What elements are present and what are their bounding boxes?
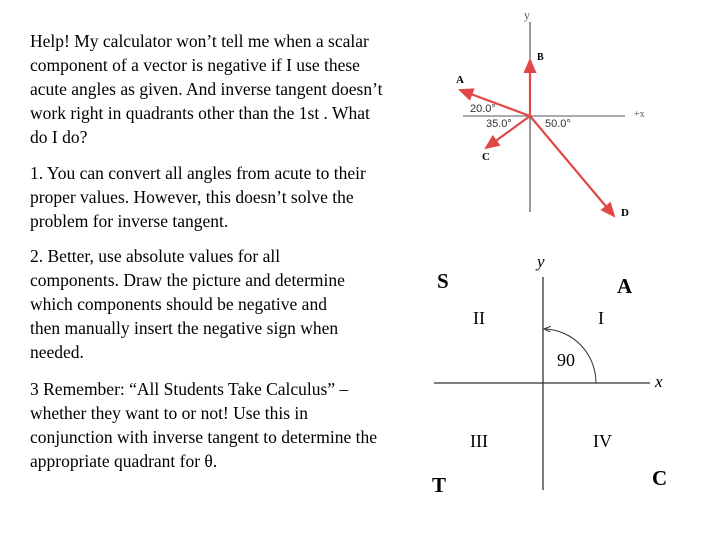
mnemonic-t: T bbox=[432, 473, 447, 497]
mnemonic-a: A bbox=[617, 274, 633, 298]
point-1: 1. You can convert all angles from acute to their proper values. However, this doesn’t solve the problem for inverse tangent. bbox=[30, 163, 366, 231]
angle-label: 90 bbox=[557, 350, 575, 370]
point-2: 2. Better, use absolute values for all components. Draw the picture and determine which components should be negative and then manually insert the negative sign when needed. bbox=[30, 246, 345, 362]
x-label: x bbox=[655, 372, 663, 391]
vector-d bbox=[530, 116, 614, 216]
x-axis-label: +x bbox=[634, 109, 645, 120]
mnemonic-c: C bbox=[652, 466, 668, 490]
angle-d: 50.0° bbox=[545, 118, 571, 130]
vector-c-label: C bbox=[482, 151, 490, 163]
angle-c: 35.0° bbox=[486, 118, 512, 130]
vector-d-label: D bbox=[621, 207, 629, 219]
mnemonic-s: S bbox=[437, 269, 449, 293]
vector-a-label: A bbox=[456, 74, 464, 86]
quadrant-ii: II bbox=[473, 308, 485, 328]
quadrant-i: I bbox=[598, 308, 604, 328]
quadrant-diagram bbox=[434, 277, 650, 490]
quadrant-iv: IV bbox=[593, 431, 612, 451]
angle-a: 20.0° bbox=[470, 103, 496, 115]
quadrant-iii: III bbox=[470, 431, 488, 451]
intro-paragraph: Help! My calculator won’t tell me when a scalar component of a vector is negative if I use these acute angles as given. And inverse tangent doesn’t work right in quadrants other than the 1st . What do I do? bbox=[30, 31, 383, 147]
vector-b-label: B bbox=[537, 52, 544, 63]
y-label: y bbox=[537, 252, 545, 271]
point-3: 3 Remember: “All Students Take Calculus” – whether they want to or not! Use this in conjunction with inverse tangent to determine the appropriate quadrant for θ. bbox=[30, 379, 377, 471]
y-axis-label: y bbox=[524, 8, 530, 22]
